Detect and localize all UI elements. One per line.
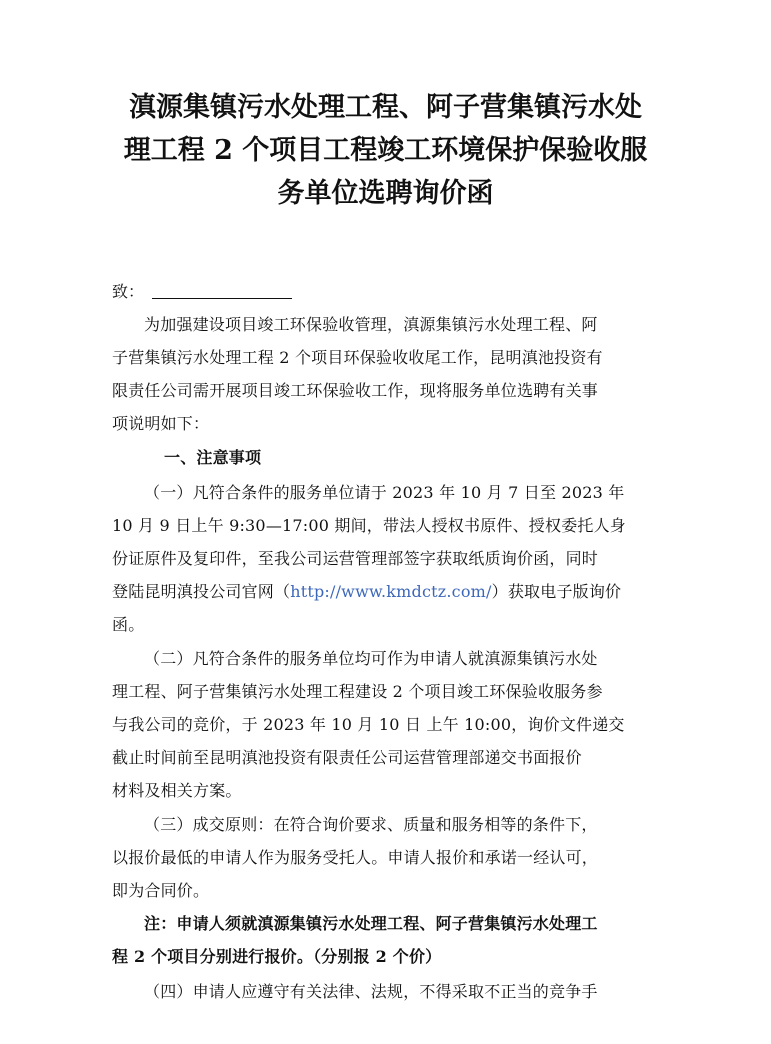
document-title <box>100 86 671 215</box>
section-heading: 一、注意事项 <box>164 448 262 467</box>
item1-line-with-link <box>112 580 621 604</box>
note-line: 程 2 个项目分别进行报价。（分别报 2 个价） <box>112 947 442 966</box>
note-line: 注：申请人须就滇源集镇污水处理工程、阿子营集镇污水处理工 <box>144 914 598 933</box>
item2-line: 与我公司的竞价，于 2023 年 10 月 10 日 上午 10:00，询价文件递交 <box>112 715 625 734</box>
website-link[interactable]: http://www.kmdctz.com/ <box>290 582 492 601</box>
intro-line: 限责任公司需开展项目竣工环保验收工作，现将服务单位选聘有关事 <box>112 381 599 400</box>
item2-line: （二）凡符合条件的服务单位均可作为申请人就滇源集镇污水处 <box>144 649 598 668</box>
item2-line: 理工程、阿子营集镇污水处理工程建设 2 个项目竣工环保验收服务参 <box>112 682 603 701</box>
recipient-blank <box>152 282 292 299</box>
item1-line4-post: ）获取电子版询价 <box>491 582 622 601</box>
intro-line: 项说明如下： <box>112 414 210 433</box>
item3-line: （三）成交原则：在符合询价要求、质量和服务相等的条件下， <box>144 815 598 834</box>
item4-line: （四）申请人应遵守有关法律、法规，不得采取不正当的竞争手 <box>144 982 598 1001</box>
intro-line: 为加强建设项目竣工环保验收管理，滇源集镇污水处理工程、阿 <box>144 315 598 334</box>
item1-line: 份证原件及复印件，至我公司运营管理部签字获取纸质询价函，同时 <box>112 549 599 568</box>
recipient-label: 致： <box>112 282 145 301</box>
item3-line: 即为合同价。 <box>112 881 210 900</box>
intro-line: 子营集镇污水处理工程 2 个项目环保验收收尾工作，昆明滇池投资有 <box>112 348 603 367</box>
item1-line4-pre: 登陆昆明滇投公司官网（ <box>112 582 291 601</box>
title-line: 滇源集镇污水处理工程、阿子营集镇污水处 <box>129 92 642 123</box>
item1-line: （一）凡符合条件的服务单位请于 2023 年 10 月 7 日至 2023 年 <box>144 483 625 502</box>
item1-line: 10 月 9 日上午 9:30—17:00 期间，带法人授权书原件、授权委托人身 <box>112 516 627 535</box>
item2-line: 截止时间前至昆明滇池投资有限责任公司运营管理部递交书面报价 <box>112 748 582 767</box>
item1-line: 函。 <box>112 615 145 634</box>
item3-line: 以报价最低的申请人作为服务受托人。申请人报价和承诺一经认可， <box>112 848 599 867</box>
recipient-line <box>112 280 292 304</box>
title-line: 理工程 2 个项目工程竣工环境保护保验收服 <box>123 135 648 166</box>
title-line: 务单位选聘询价函 <box>277 178 494 209</box>
item2-line: 材料及相关方案。 <box>112 781 242 800</box>
